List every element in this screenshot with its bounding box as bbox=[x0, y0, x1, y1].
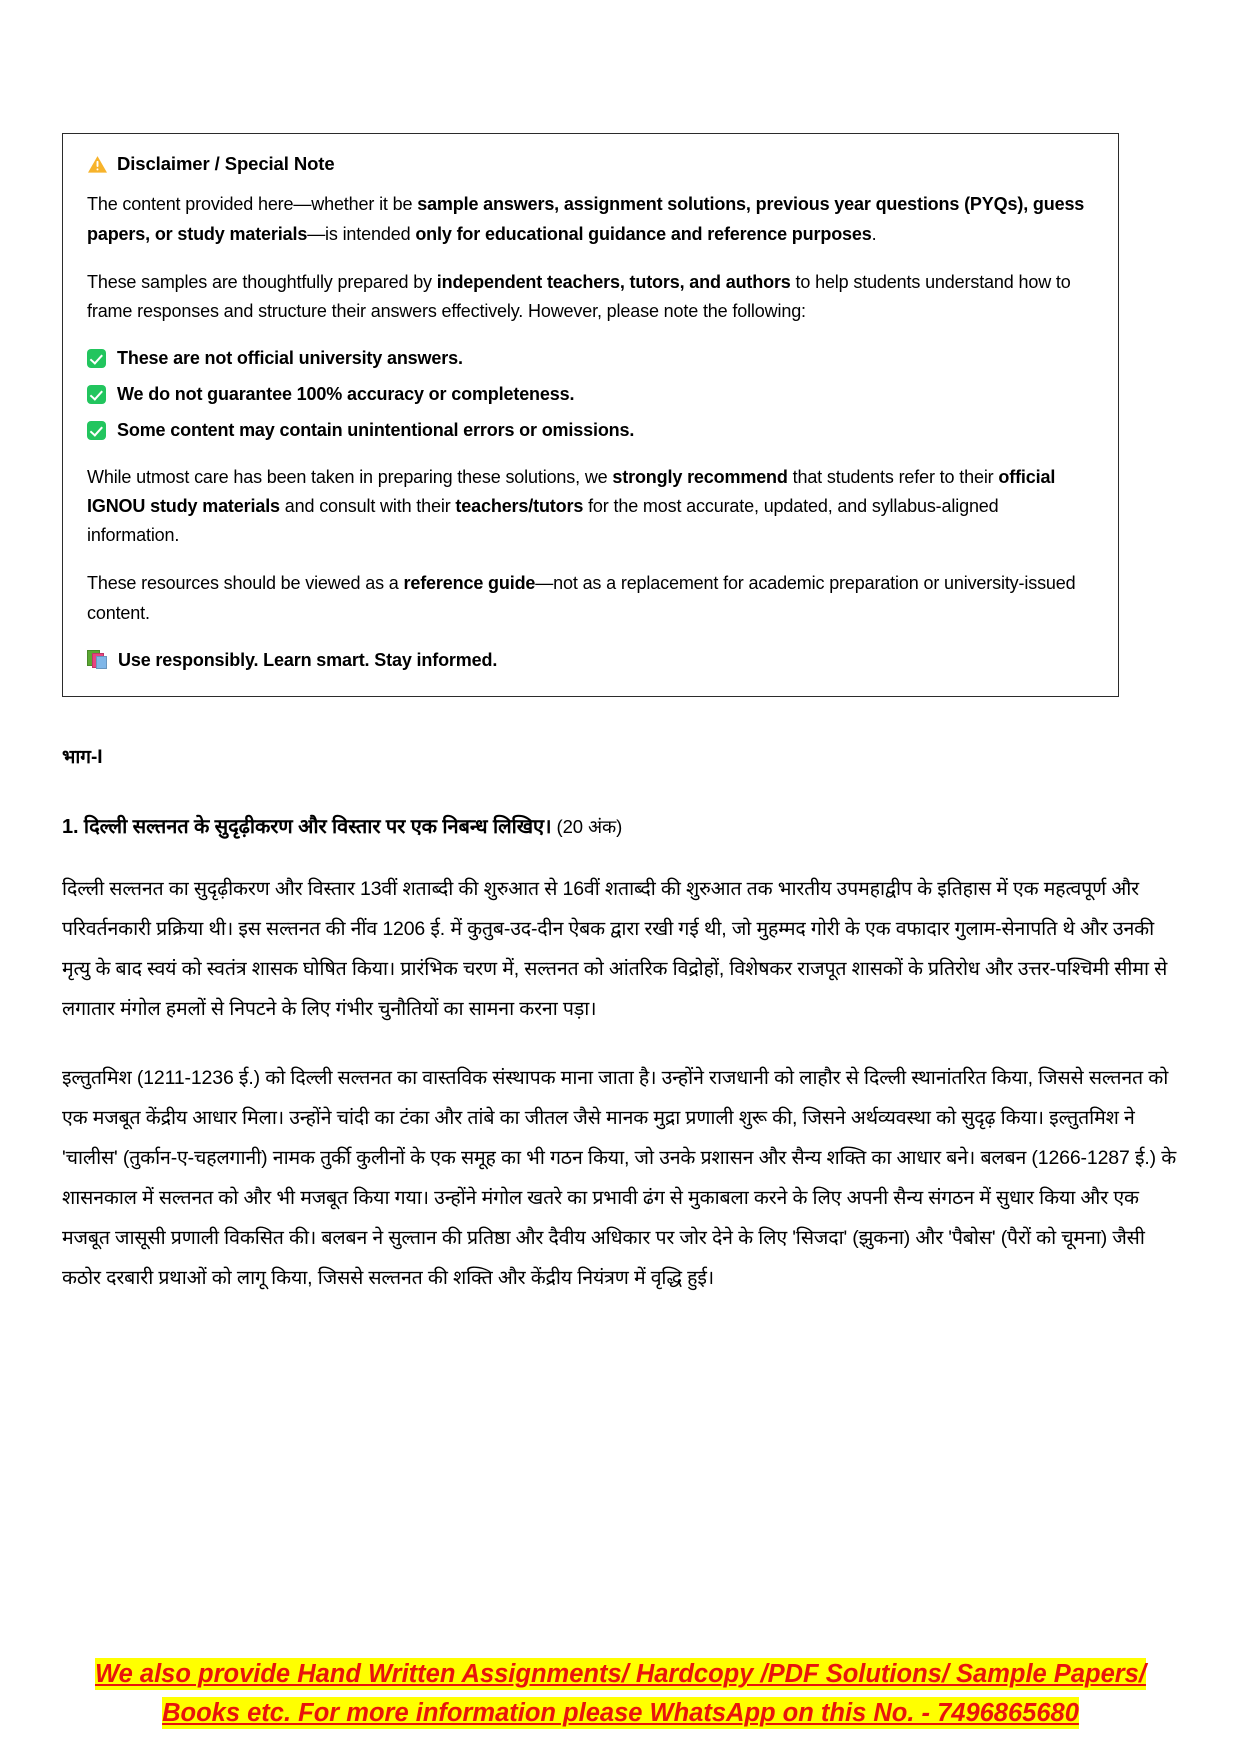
books-stack-icon bbox=[87, 650, 108, 670]
answer-paragraph-2: इल्तुतमिश (1211-1236 ई.) को दिल्ली सल्तनत का वास्तविक संस्थापक माना जाता है। उन्होंने राजधानी को लाहौर से दिल्ली स्थानांतरित किया, जिससे सल्तनत को एक मजबूत केंद्रीय आधार मिला। उन्होंने चांदी का टंका और तांबे का जीतल जैसे मानक मुद्रा प्रणाली शुरू की, जिसने अर्थव्यवस्था को सुदृढ़ किया। इल्तुतमिश ने 'चालीस' (तुर्कान-ए-चहलगानी) नामक तुर्की कुलीनों के एक समूह का भी गठन किया, जो उनके प्रशासन और सैन्य शक्ति का आधार बने। बलबन (1266-1287 ई.) के शासनकाल में सल्तनत को और भी मजबूत किया गया। उन्होंने मंगोल खतरे का प्रभावी ढंग से मुकाबला करने के लिए अपनी सैन्य संगठन में सुधार किया और एक मजबूत जासूसी प्रणाली विकसित की। बलबन ने सुल्तान की प्रतिष्ठा और दैवीय अधिकार पर जोर देने के लिए 'सिजदा' (झुकना) और 'पैबोस' (पैरों को चूमना) जैसी कठोर दरबारी प्रथाओं को लागू किया, जिससे सल्तनत की शक्ति और केंद्रीय नियंत्रण में वृद्धि हुई। bbox=[62, 1067, 1177, 1290]
list-item bbox=[87, 417, 1094, 444]
green-check-icon bbox=[87, 421, 106, 440]
disclaimer-paragraph-4 bbox=[87, 569, 1094, 627]
disc-p3-bold-b: official IGNOU study materials bbox=[87, 466, 1056, 517]
disc-p4-bold-a: reference guide bbox=[403, 573, 536, 594]
disc-p1-bold-b: only for educational guidance and reference purposes bbox=[415, 223, 872, 244]
disc-p3-text-a: While utmost care has been taken in preparing these solutions, we bbox=[87, 466, 613, 487]
promo-footer-banner bbox=[62, 1655, 1179, 1733]
disclaimer-final-note-row bbox=[87, 647, 1094, 674]
disc-p2-text-a: These samples are thoughtfully prepared by bbox=[87, 271, 437, 292]
disc-p2-bold-a: independent teachers, tutors, and authors bbox=[436, 271, 791, 292]
disclaimer-title-row bbox=[87, 154, 1094, 174]
promo-footer-line-1: We also provide Hand Written Assignments/ Hardcopy /PDF Solutions/ Sample Papers/ bbox=[95, 1660, 1146, 1688]
part-heading: भाग-I bbox=[62, 747, 103, 768]
checklist-item-label: We do not guarantee 100% accuracy or completeness. bbox=[117, 383, 575, 404]
promo-footer-line-2-wrap bbox=[62, 1694, 1179, 1733]
disclaimer-paragraph-3 bbox=[87, 463, 1094, 550]
disc-p2-text-b: to help students understand how to frame responses and structure their answers effectively. However, please note the following: bbox=[87, 271, 1071, 321]
question-heading bbox=[62, 812, 1182, 842]
warning-triangle-icon bbox=[87, 155, 108, 174]
disc-p1-text-c: . bbox=[871, 223, 877, 244]
disc-p4-text-a: These resources should be viewed as a bbox=[87, 573, 404, 594]
checklist-item-label: Some content may contain unintentional errors or omissions. bbox=[117, 419, 635, 440]
promo-footer-line-1-wrap bbox=[62, 1655, 1179, 1694]
promo-footer-line-2: Books etc. For more information please WhatsApp on this No. - 7496865680 bbox=[162, 1698, 1079, 1727]
answer-paragraph-1: दिल्ली सल्तनत का सुदृढ़ीकरण और विस्तार 13वीं शताब्दी की शुरुआत से 16वीं शताब्दी की शुरुआत तक भारतीय उपमहाद्वीप के इतिहास में एक महत्वपूर्ण और परिवर्तनकारी प्रक्रिया थी। इस सल्तनत की नींव 1206 ई. में कुतुब-उद-दीन ऐबक द्वारा रखी गई थी, जो मुहम्मद गोरी के एक वफादार गुलाम-सेनापति थे और उनकी मृत्यु के बाद स्वयं को स्वतंत्र शासक घोषित किया। प्रारंभिक चरण में, सल्तनत को आंतरिक विद्रोहों, विशेषकर राजपूत शासकों के प्रतिरोध और उत्तर-पश्चिमी सीमा से लगातार मंगोल हमलों से निपटने के लिए गंभीर चुनौतियों का सामना करना पड़ा। bbox=[62, 877, 1168, 1020]
disclaimer-checklist bbox=[87, 345, 1094, 444]
disclaimer-paragraph-2 bbox=[87, 268, 1094, 326]
disc-p3-text-c: and consult with their bbox=[279, 496, 456, 517]
disclaimer-final-note: Use responsibly. Learn smart. Stay informed. bbox=[118, 649, 498, 670]
question-marks-value: (20 अंक) bbox=[556, 815, 623, 837]
disc-p3-bold-a: strongly recommend bbox=[612, 466, 788, 487]
disc-p3-text-b: that students refer to their bbox=[787, 466, 999, 487]
disc-p1-bold-a: sample answers, assignment solutions, previous year questions (PYQs), guess papers, or study materials bbox=[87, 194, 1085, 244]
disclaimer-paragraph-1 bbox=[87, 190, 1094, 248]
question-text: 1. दिल्ली सल्तनत के सुदृढ़ीकरण और विस्तार पर एक निबन्ध लिखिए। bbox=[62, 815, 552, 838]
main-content bbox=[62, 745, 1182, 1329]
disclaimer-title: Disclaimer / Special Note bbox=[117, 153, 335, 174]
list-item bbox=[87, 345, 1094, 372]
disc-p4-text-b: —not as a replacement for academic preparation or university-issued content. bbox=[87, 573, 1076, 623]
disc-p1-text-a: The content provided here—whether it be bbox=[87, 194, 418, 215]
green-check-icon bbox=[87, 385, 106, 404]
checklist-item-label: These are not official university answers. bbox=[117, 347, 463, 368]
green-check-icon bbox=[87, 349, 106, 368]
disclaimer-box bbox=[62, 133, 1119, 697]
disc-p1-text-b: —is intended bbox=[307, 223, 416, 244]
list-item bbox=[87, 381, 1094, 408]
disc-p3-bold-c: teachers/tutors bbox=[455, 496, 584, 517]
disc-p3-text-d: for the most accurate, updated, and syllabus-aligned information. bbox=[87, 496, 999, 546]
